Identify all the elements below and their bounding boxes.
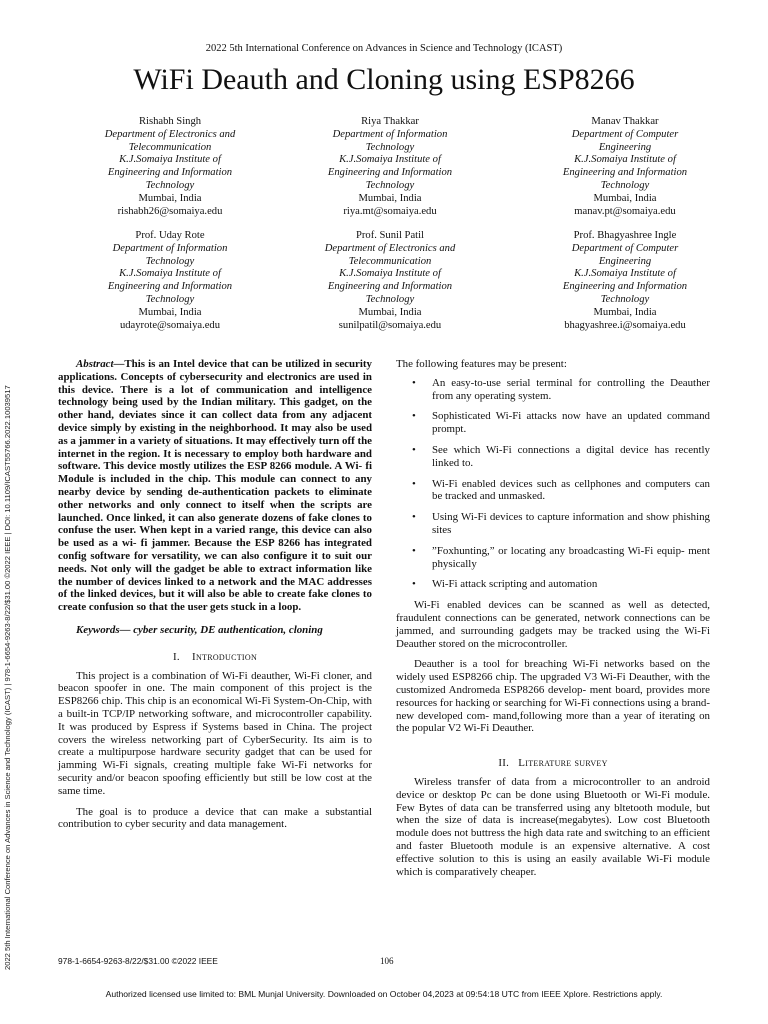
feature-text: Wi-Fi enabled devices such as cellphones and computers can be tracked and unmasked. xyxy=(432,477,710,503)
author-card xyxy=(290,230,490,332)
keywords xyxy=(58,624,372,637)
author-institute: Engineering and Information xyxy=(107,281,233,293)
author-department: Department of Computer xyxy=(571,242,679,254)
author-institute: Engineering and Information xyxy=(562,167,688,179)
section-title: Introduction xyxy=(192,650,258,663)
feature-text: Using Wi-Fi devices to capture information and show phishing sites xyxy=(432,511,710,536)
author-city: Mumbai, India xyxy=(138,192,202,204)
feature-item xyxy=(396,377,710,403)
doi-sidebar xyxy=(4,270,20,970)
bullet-icon: • xyxy=(412,578,416,591)
keywords-label: Keywords xyxy=(76,623,120,636)
author-card xyxy=(525,116,725,218)
author-name: Rishabh Singh xyxy=(138,116,202,127)
author-city: Mumbai, India xyxy=(358,192,422,204)
section-heading-literature-survey xyxy=(396,757,710,770)
author-card xyxy=(70,230,270,332)
bullet-icon: • xyxy=(412,376,416,389)
body-paragraph: Wi-Fi enabled devices can be scanned as well as detected, fraudulent connections can be generated, network connections can be jammed, and surrounding gadgets may be tracked using the Wi-Fi Deauther stored on the microcontroller. xyxy=(396,599,710,650)
footer-isbn: 978-1-6654-9263-8/22/$31.00 ©2022 IEEE xyxy=(58,956,218,966)
author-department: Telecommunication xyxy=(348,255,432,267)
author-institute: Engineering and Information xyxy=(327,281,453,293)
literature-paragraph: Wireless transfer of data from a microcontroller to an android device or desktop Pc can be done using Bluetooth or Wi-Fi module. Few Bytes of data can be transferred using any bltetooth module, but when the size of data is increase(megabytes). Low cost Bluetooth module does not buttress the high data rate and switching to an efficient and faster Bluetooth module is an expensive alternative. A cost effective solution to this is using an easily available Wi-Fi module which is comparatively cheaper. xyxy=(396,775,710,878)
author-email[interactable]: riya.mt@somaiya.edu xyxy=(343,205,437,217)
author-department: Department of Information xyxy=(332,128,448,140)
left-column xyxy=(58,358,372,839)
bullet-icon: • xyxy=(412,410,416,423)
feature-item xyxy=(396,545,710,571)
feature-text: An easy-to-use serial terminal for controlling the Deauther from any operating system. xyxy=(432,376,710,402)
author-department: Technology xyxy=(145,255,195,267)
author-name: Riya Thakkar xyxy=(361,116,419,127)
bullet-icon: • xyxy=(412,477,416,490)
author-institute: Technology xyxy=(145,179,195,191)
bullet-icon: • xyxy=(412,511,416,524)
abstract xyxy=(58,358,372,614)
bullet-icon: • xyxy=(412,544,416,557)
author-institute: K.J.Somaiya Institute of xyxy=(339,268,441,280)
author-department: Department of Electronics and xyxy=(104,128,236,140)
author-institute: Engineering and Information xyxy=(107,167,233,179)
author-institute: Technology xyxy=(600,293,650,305)
author-card xyxy=(525,230,725,332)
author-name: Prof. Sunil Patil xyxy=(356,230,424,241)
author-institute: Technology xyxy=(365,293,415,305)
section-numeral: I. xyxy=(172,650,180,663)
feature-item xyxy=(396,511,710,537)
abstract-label: Abstract xyxy=(76,358,114,370)
author-department: Engineering xyxy=(598,255,652,267)
abstract-dash: — xyxy=(113,358,125,370)
footer-authorized-use: Authorized licensed use limited to: BML Munjal University. Downloaded on October 04,2023 at 09:54:18 UTC from IEEE Xplore. Restrictions apply. xyxy=(105,989,663,999)
feature-text: ”Foxhunting,” or locating any broadcasting Wi-Fi equip- ment physically xyxy=(432,544,710,570)
author-institute: Engineering and Information xyxy=(562,281,688,293)
footer-page-number: 106 xyxy=(380,956,394,966)
author-institute: Technology xyxy=(145,293,195,305)
author-institute: Engineering and Information xyxy=(327,167,453,179)
feature-text: Wi-Fi attack scripting and automation xyxy=(432,578,598,591)
author-department: Department of Computer xyxy=(571,128,679,140)
paper-title: WiFi Deauth and Cloning using ESP8266 xyxy=(133,63,635,96)
author-email[interactable]: rishabh26@somaiya.edu xyxy=(117,205,223,217)
bullet-icon: • xyxy=(412,443,416,456)
feature-item xyxy=(396,444,710,470)
section-numeral: II. xyxy=(498,757,510,770)
author-department: Telecommunication xyxy=(128,141,212,153)
section-heading-introduction xyxy=(58,651,372,664)
body-paragraph: Deauther is a tool for breaching Wi-Fi networks based on the widely used ESP8266 chip. The upgraded V3 Wi-Fi Deauther, with the customized Andromeda ESP8266 develop- ment board, provides more resources for hacking or searching for Wi-Fi connections using a brand-new developed com- mand,following more than a year of iterating on the popular V2 Wi-Fi Deauther. xyxy=(396,658,710,735)
author-email[interactable]: sunilpatil@somaiya.edu xyxy=(338,319,442,331)
right-column xyxy=(396,358,710,886)
author-institute: K.J.Somaiya Institute of xyxy=(119,268,221,280)
keywords-text: — cyber security, DE authentication, cloning xyxy=(119,623,323,636)
intro-paragraph: The goal is to produce a device that can make a substantial contribution to cyber security and data management. xyxy=(58,805,372,831)
author-institute: K.J.Somaiya Institute of xyxy=(339,154,441,166)
author-name: Manav Thakkar xyxy=(591,116,659,127)
section-title: Literature survey xyxy=(518,757,608,770)
author-email[interactable]: manav.pt@somaiya.edu xyxy=(574,205,676,217)
feature-item xyxy=(396,578,710,591)
author-institute: Technology xyxy=(365,179,415,191)
feature-item xyxy=(396,478,710,504)
author-institute: K.J.Somaiya Institute of xyxy=(574,268,676,280)
author-city: Mumbai, India xyxy=(593,306,657,318)
author-institute: Technology xyxy=(600,179,650,191)
author-name: Prof. Bhagyashree Ingle xyxy=(573,230,677,241)
author-institute: K.J.Somaiya Institute of xyxy=(574,154,676,166)
author-city: Mumbai, India xyxy=(593,192,657,204)
author-card xyxy=(290,116,490,218)
feature-text: See which Wi-Fi connections a digital device has recently linked to. xyxy=(432,443,710,469)
author-institute: K.J.Somaiya Institute of xyxy=(119,154,221,166)
author-city: Mumbai, India xyxy=(358,306,422,318)
author-department: Department of Information xyxy=(112,242,228,254)
feature-item xyxy=(396,410,710,436)
author-card xyxy=(70,116,270,218)
conference-header: 2022 5th International Conference on Advances in Science and Technology (ICAST) xyxy=(205,43,563,54)
author-department: Department of Electronics and xyxy=(324,242,456,254)
abstract-text: This is an Intel device that can be utilized in security applications. Concepts of cybersecurity and electronics are used in this device. There is a lot of communication and intelligence technology being used by the Indian military. This gadget, on the other hand, deviates since it can collect data from any adjacent device simply by existing in the neighborhood. It may also be used as a jammer in a variety of situations. It may effectively turn off the internet in the region. It is necessary to employ both hardware and software. This device mostly utilizes the ESP 8266 module. A Wi- fi Module is included in the chip. This module can connect to any nearby device by sending de-authentication packets to eliminate other networks and only connect to itself when the scripts are launched. Once linked, it can also generate dozens of fake clones to confuse the user. When kept in a varied range, this device can also be used as a wi- fi jammer. Because the ESP 8266 has integrated config software for versatility, we can also configure it to suit our needs. Not only will the gadget be able to extract information like the number of devices linked to a network and the MAC addresses of the linked devices, but it will also be able to create fake clones to create confusion so that the user gets stuck in a loop. xyxy=(58,358,372,614)
author-email[interactable]: udayrote@somaiya.edu xyxy=(119,319,221,331)
features-intro: The following features may be present: xyxy=(396,358,567,370)
features-list xyxy=(396,377,710,591)
author-city: Mumbai, India xyxy=(138,306,202,318)
author-name: Prof. Uday Rote xyxy=(135,230,205,241)
doi-sidebar-text: 2022 5th International Conference on Advances in Science and Technology (ICAST) | 978-1-6654-9263-8/22/$31.00 ©2022 IEEE | DOI: 10.1109/ICAST55766.2022.10039517 xyxy=(3,385,12,970)
feature-text: Sophisticated Wi-Fi attacks now have an updated command prompt. xyxy=(432,410,710,436)
author-department: Engineering xyxy=(598,141,652,153)
intro-paragraph: This project is a combination of Wi-Fi deauther, Wi-Fi cloner, and beacon spoofer in one. The main component of this project is the ESP8266 chip. This chip is an economical Wi-Fi System-On-Chip, with a built-in TCP/IP networking software, and microcontroller capability. It was produced by Espress if Systems based in China. The project covers the wireless networking part of CyberSecurity. Its aim is to create a multipurpose hardware security gadget that can be used for jamming Wi-Fi signals, creating multiple fake Wi-Fi networks for security and/or beacon spoofing efficiently but still be low cost at the same time. xyxy=(58,669,372,797)
author-department: Technology xyxy=(365,141,415,153)
author-email[interactable]: bhagyashree.i@somaiya.edu xyxy=(564,319,686,331)
